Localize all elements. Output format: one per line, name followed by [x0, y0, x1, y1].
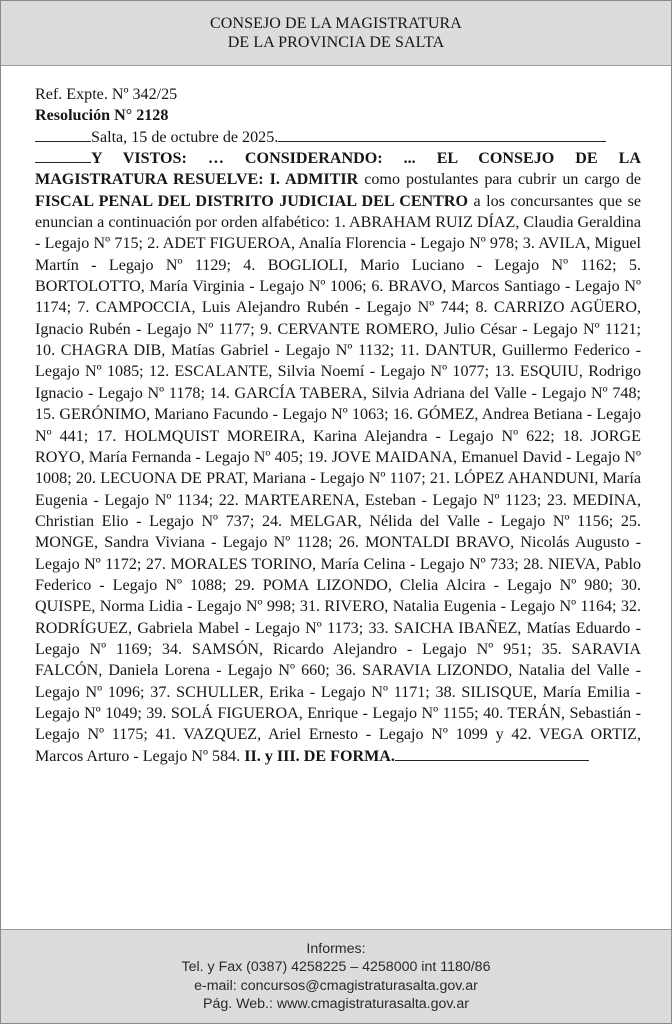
blank-rule	[35, 161, 91, 163]
resolution-paragraph	[35, 148, 641, 767]
footer-band	[1, 929, 671, 1023]
header-band	[1, 1, 671, 66]
body-bold-position: FISCAL PENAL DEL DISTRITO JUDICIAL DEL CENTRO	[35, 192, 469, 210]
body-bold-closing: II. y III. DE FORMA.	[244, 747, 395, 765]
header-title-line-1: CONSEJO DE LA MAGISTRATURA	[210, 15, 462, 32]
blank-rule	[278, 140, 606, 142]
footer-phone: Tel. y Fax (0387) 4258225 – 4258000 int 1180/86	[181, 959, 491, 975]
blank-rule	[395, 759, 589, 761]
blank-rule	[35, 140, 91, 142]
reference-number: Ref. Expte. Nº 342/25	[35, 86, 178, 103]
document-body	[1, 66, 671, 767]
header-title-line-2: DE LA PROVINCIA DE SALTA	[227, 34, 445, 51]
body-text-candidates: a los concursantes que se enuncian a continuación por orden alfabético: 1. ABRAHAM RUIZ DÍAZ, Claudia Geraldina - Legajo Nº 715; 2. ADET FIGUEROA, Analía Florencia - Legajo Nº 978; 3. AVILA, Miguel Martín - Legajo Nº 1129; 4. BOGLIOLI, Mario Luciano - Legajo Nº 1162; 5. BORTOLOTTO, María Virginia - Legajo Nº 1006; 6. BRAVO, Marcos Santiago - Legajo Nº 1174; 7. CAMPOCCIA, Luis Alejandro Rubén - Legajo Nº 744; 8. CARRIZO AGÜERO, Ignacio Rubén - Legajo Nº 1177; 9. CERVANTE ROMERO, Julio César - Legajo Nº 1121; 10. CHAGRA DIB, Matías Gabriel - Legajo Nº 1132; 11. DANTUR, Guillermo Federico - Legajo Nº 1085; 12. ESCALANTE, Silvia Noemí - Legajo Nº 1077; 13. ESQUIU, Rodrigo Ignacio - Legajo Nº 1178; 14. GARCÍA TABERA, Silvia Adriana del Valle - Legajo Nº 748; 15. GERÓNIMO, Mariano Facundo - Legajo Nº 1063; 16. GÓMEZ, Andrea Betiana - Legajo Nº 441; 17. HOLMQUIST MOREIRA, Karina Alejandra - Legajo Nº 622; 18. JORGE ROYO, María Fernanda - Legajo Nº 405; 19. JOVE MAIDANA, Emanuel David - Legajo Nº 1008; 20. LECUONA DE PRAT, Mariana - Legajo Nº 1107; 21. LÓPEZ AHANDUNI, María Eugenia - Legajo Nº 1134; 22. MARTEARENA, Esteban - Legajo Nº 1123; 23. MEDINA, Christian Elio - Legajo Nº 737; 24. MELGAR, Nélida del Valle - Legajo Nº 1156; 25. MONGE, Sandra Viviana - Legajo Nº 1128; 26. MONTALDI BRAVO, Nicolás Augusto - Legajo Nº 1172; 27. MORALES TORINO, María Celina - Legajo Nº 733; 28. NIEVA, Pablo Federico - Legajo Nº 1088; 29. POMA LIZONDO, Clelia Alcira - Legajo Nº 980; 30. QUISPE, Norma Lidia - Legajo Nº 998; 31. RIVERO, Natalia Eugenia - Legajo Nº 1164; 32. RODRÍGUEZ, Gabriela Mabel - Legajo Nº 1173; 33. SAICHA IBAÑEZ, Matías Eduardo - Legajo Nº 1169; 34. SAMSÓN, Ricardo Alejandro - Legajo Nº 951; 35. SARAVIA FALCÓN, Daniela Lorena - Legajo Nº 660; 36. SARAVIA LIZONDO, Natalia del Valle - Legajo Nº 1096; 37. SCHULLER, Erika - Legajo Nº 1171; 38. SILISQUE, María Emilia - Legajo Nº 1049; 39. SOLÁ FIGUEROA, Enrique - Legajo Nº 1155; 40. TERÁN, Sebastián - Legajo Nº 1175; 41. VAZQUEZ, Ariel Ernesto - Legajo Nº 1099 y 42. VEGA ORTIZ, Marcos Arturo - Legajo Nº 584.	[35, 192, 641, 765]
date-line	[35, 127, 641, 148]
footer-email: e-mail: concursos@cmagistraturasalta.gov.ar	[194, 977, 478, 994]
resolution-number: Resolución N° 2128	[35, 107, 169, 125]
body-bold-intro: Y VISTOS: … CONSIDERANDO: ... EL CONSEJO DE LA MAGISTRATURA RESUELVE: I. ADMITIR	[35, 150, 641, 189]
date-text: Salta, 15 de octubre de 2025.	[91, 128, 279, 146]
footer-website: Pág. Web.: www.cmagistraturasalta.gov.ar	[203, 996, 469, 1012]
footer-info-label: Informes:	[306, 940, 366, 957]
body-text-1: como postulantes para cubrir un cargo de	[358, 171, 642, 189]
